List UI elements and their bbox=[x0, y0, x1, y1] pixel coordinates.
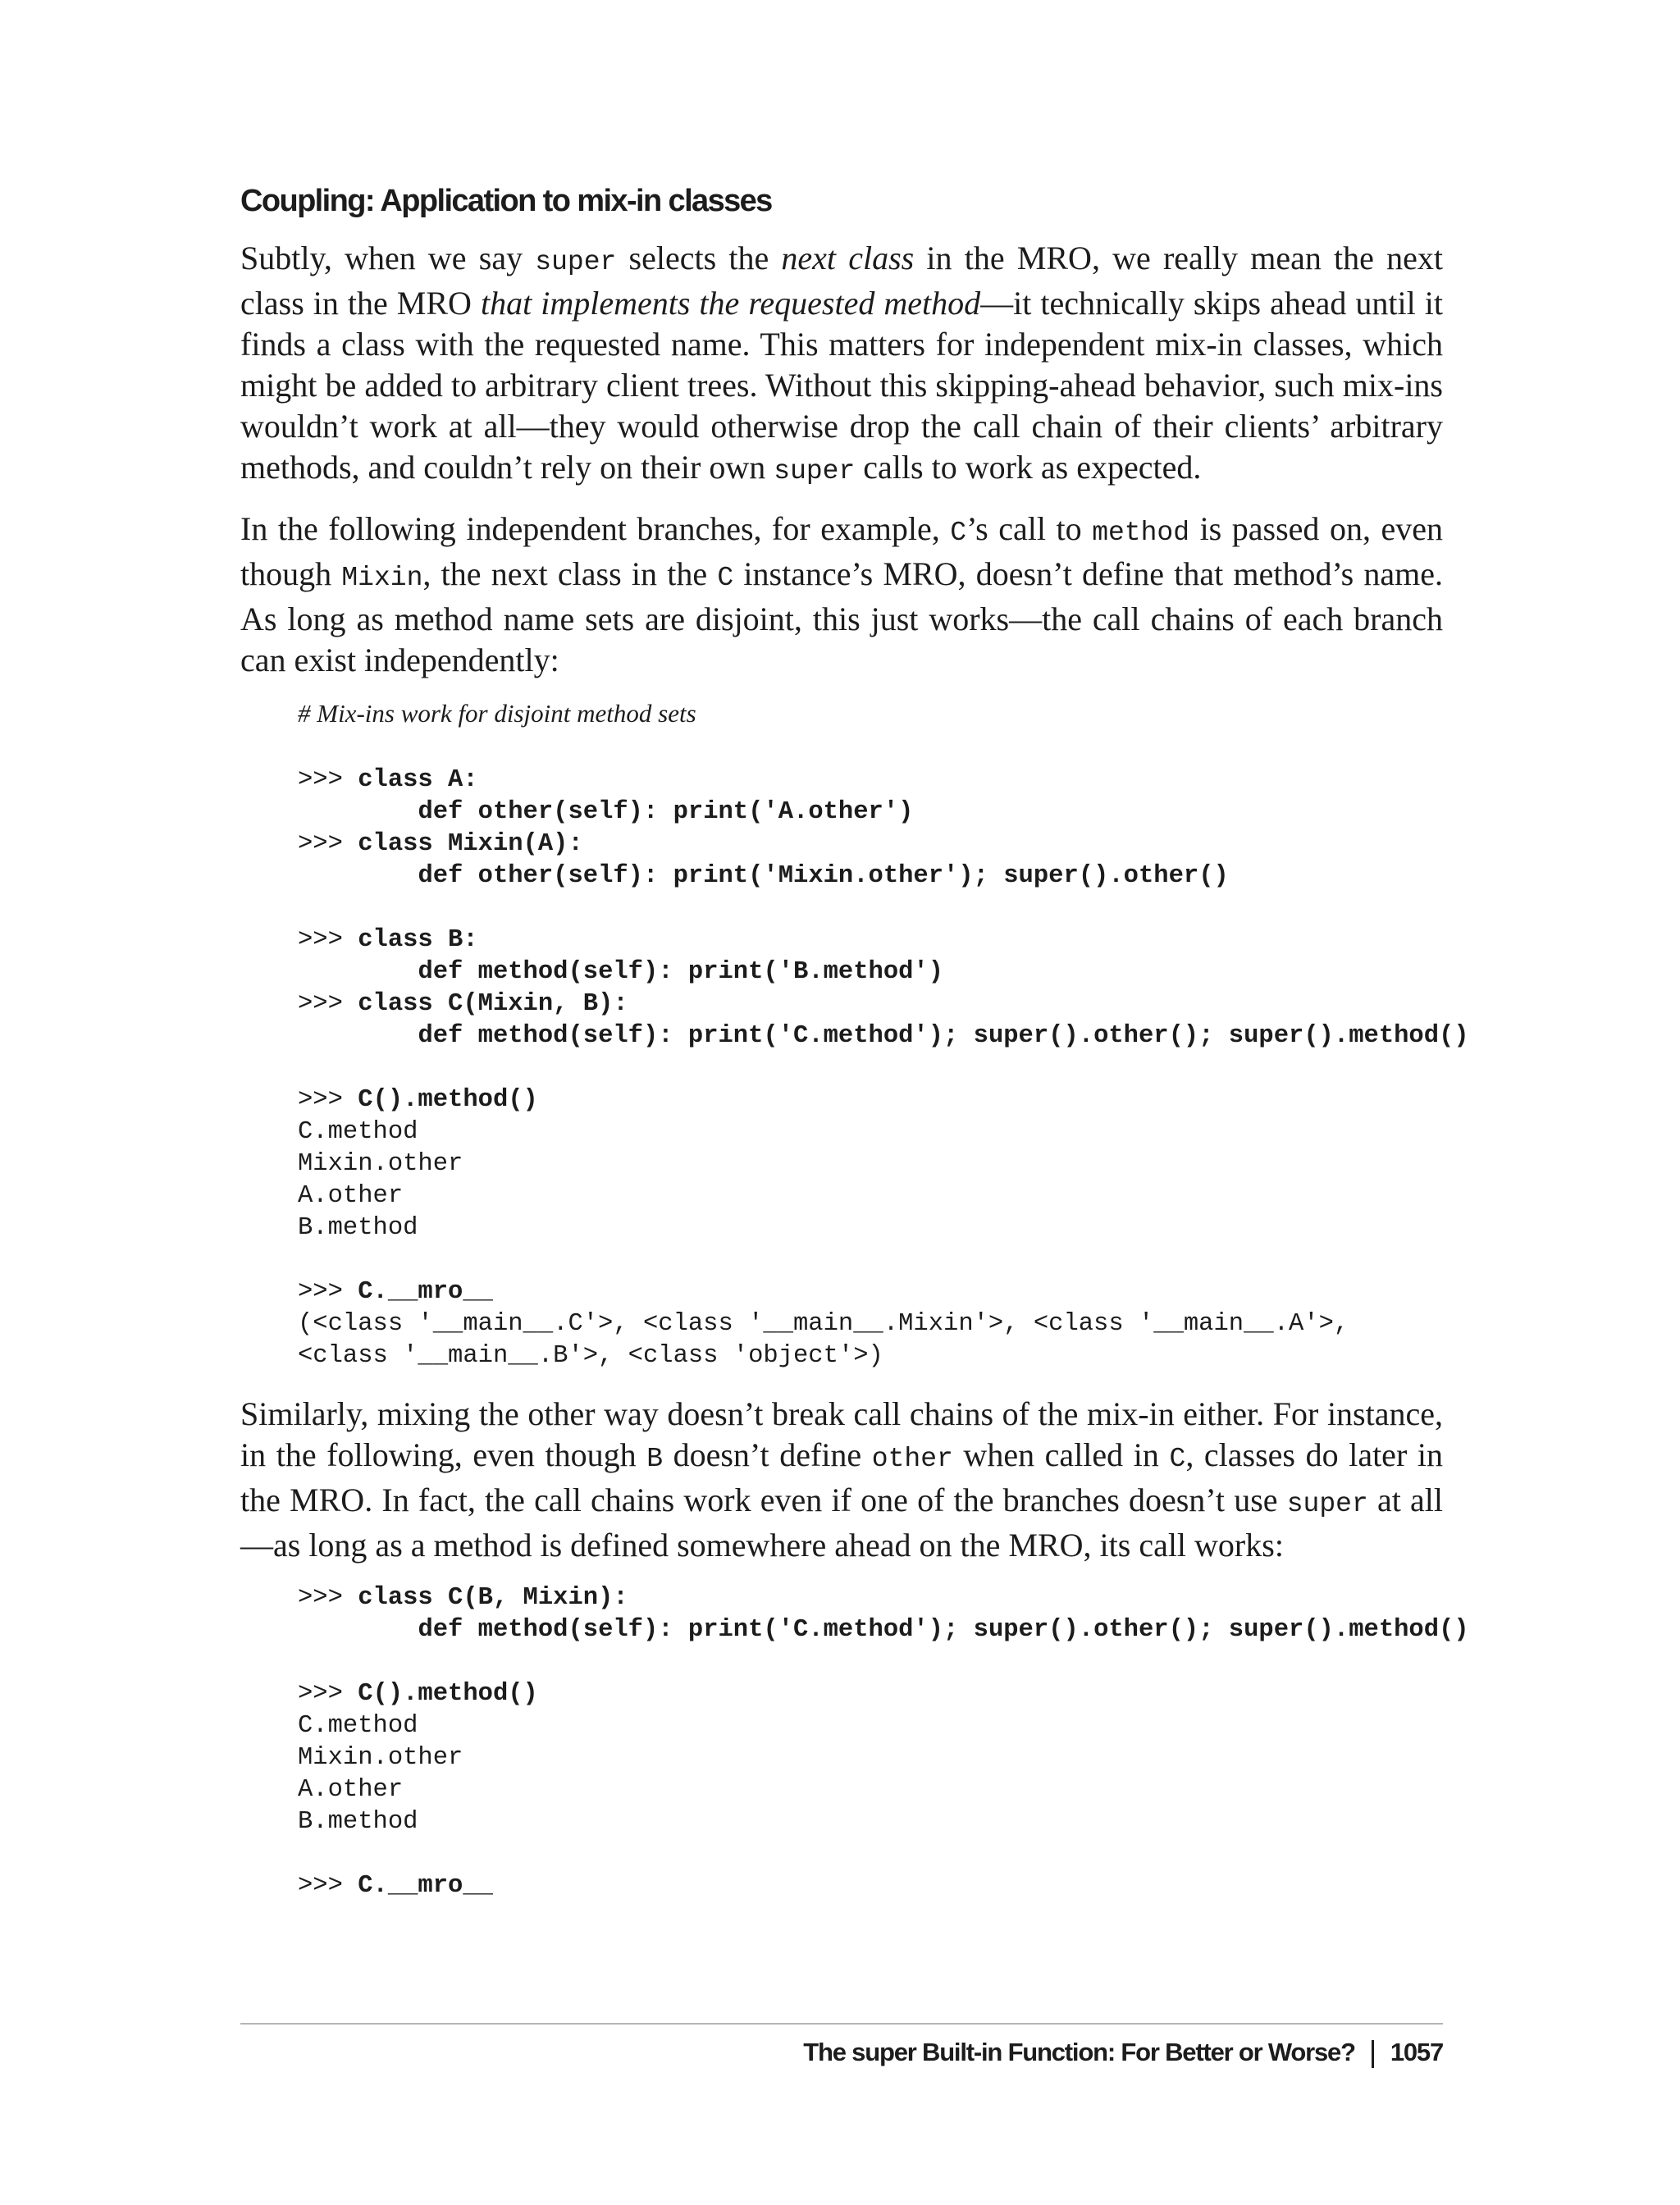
code-line: C.method bbox=[298, 1118, 418, 1146]
code-input: def other(self): print('A.other') bbox=[418, 798, 914, 826]
code-line bbox=[298, 1278, 493, 1306]
code-line: A.other bbox=[298, 1776, 404, 1804]
code-input: def other(self): print('Mixin.other'); super().other() bbox=[418, 862, 1229, 890]
text-run: calls to work as expected. bbox=[855, 449, 1202, 486]
text-run: selects the bbox=[616, 240, 782, 276]
code-line: A.other bbox=[298, 1182, 404, 1210]
code-prompt bbox=[298, 958, 418, 986]
code-line bbox=[298, 1616, 1469, 1644]
code-input: C().method() bbox=[358, 1086, 538, 1114]
code-line: (<class '__main__.C'>, <class '__main__.Mixin'>, <class '__main__.A'>, bbox=[298, 1310, 1349, 1338]
code-line bbox=[298, 926, 478, 954]
code-input: def method(self): print('B.method') bbox=[418, 958, 944, 986]
code-line bbox=[298, 1872, 493, 1900]
running-title: The super Built-in Function: For Better or Worse? bbox=[803, 2038, 1355, 2066]
text-run: at all—as long as a method is defined somewhere ahead on the MRO, its call works: bbox=[240, 1481, 1443, 1564]
code-prompt bbox=[298, 862, 418, 890]
code-input: def method(self): print('C.method'); super().other(); super().method() bbox=[418, 1616, 1469, 1644]
page-footer bbox=[803, 2034, 1443, 2070]
footer-separator bbox=[1372, 2040, 1374, 2068]
code-line bbox=[298, 1584, 628, 1612]
code-prompt: >>> bbox=[298, 1086, 358, 1114]
code-block-reversed-mixin bbox=[298, 1582, 1469, 1902]
code-prompt bbox=[298, 1022, 418, 1050]
page-content bbox=[240, 179, 1469, 1924]
text-run: in the MRO, we really mean the next class in the MRO bbox=[240, 240, 1443, 322]
text-run: , classes do later in the MRO. In fact, the call chains work even if one of the branches doesn’t use bbox=[240, 1436, 1443, 1518]
code-prompt: >>> bbox=[298, 926, 358, 954]
inline-code: super bbox=[535, 247, 617, 277]
emphasis: that implements the requested method bbox=[480, 285, 981, 322]
text-run: when called in bbox=[952, 1436, 1170, 1473]
code-line bbox=[298, 958, 943, 986]
code-line: Mixin.other bbox=[298, 1150, 463, 1178]
code-line bbox=[298, 830, 583, 858]
text-run: instance’s MRO, doesn’t define that method’s name. As long as method name sets are disjoint, this just works—the call chains of each branch can exist independently: bbox=[240, 555, 1444, 678]
code-input: def method(self): print('C.method'); super().other(); super().method() bbox=[418, 1022, 1469, 1050]
code-prompt: >>> bbox=[298, 990, 358, 1018]
inline-code: C bbox=[717, 563, 734, 593]
paragraph-independent-branches bbox=[240, 509, 1443, 681]
code-input: C.__mro__ bbox=[358, 1278, 493, 1306]
inline-code: C bbox=[950, 518, 967, 548]
inline-code: C bbox=[1169, 1444, 1186, 1474]
code-prompt: >>> bbox=[298, 1584, 358, 1612]
code-comment: # Mix-ins work for disjoint method sets bbox=[298, 699, 696, 728]
code-line bbox=[298, 1086, 538, 1114]
code-prompt bbox=[298, 798, 418, 826]
code-line bbox=[298, 862, 1229, 890]
code-line: Mixin.other bbox=[298, 1744, 463, 1772]
code-input: class B: bbox=[358, 926, 478, 954]
code-input: C.__mro__ bbox=[358, 1872, 493, 1900]
emphasis: next class bbox=[781, 240, 915, 276]
code-input: class C(B, Mixin): bbox=[358, 1584, 628, 1612]
code-prompt: >>> bbox=[298, 1278, 358, 1306]
text-run: doesn’t define bbox=[663, 1436, 872, 1473]
text-run: Subtly, when we say bbox=[240, 240, 536, 276]
code-line bbox=[298, 766, 478, 794]
code-line bbox=[298, 1680, 538, 1708]
page-number: 1057 bbox=[1390, 2038, 1443, 2066]
inline-code: super bbox=[1286, 1489, 1368, 1519]
code-block-disjoint-mixins bbox=[298, 697, 1469, 1372]
code-line: B.method bbox=[298, 1214, 418, 1242]
code-line: <class '__main__.B'>, <class 'object'>) bbox=[298, 1342, 883, 1370]
inline-code: B bbox=[646, 1444, 663, 1474]
code-line: C.method bbox=[298, 1712, 418, 1740]
code-line bbox=[298, 1022, 1469, 1050]
code-prompt: >>> bbox=[298, 830, 358, 858]
code-line bbox=[298, 798, 913, 826]
text-run: is passed on, even though bbox=[240, 510, 1444, 592]
code-input: C().method() bbox=[358, 1680, 538, 1708]
inline-code: other bbox=[871, 1444, 953, 1474]
code-input: class A: bbox=[358, 766, 478, 794]
paragraph-mixing-other-way bbox=[240, 1394, 1443, 1566]
code-input: class C(Mixin, B): bbox=[358, 990, 628, 1018]
section-heading: Coupling: Application to mix-in classes bbox=[240, 184, 772, 218]
text-run: Similarly, mixing the other way doesn’t break call chains of the mix-in either. For instance, in the following, even though bbox=[240, 1395, 1443, 1473]
code-prompt: >>> bbox=[298, 766, 358, 794]
code-line: B.method bbox=[298, 1808, 418, 1836]
text-run: —it technically skips ahead until it finds a class with the requested name. This matters for independent mix-in classes, which might be added to arbitrary client trees. Without this skipping-ahead behavior, such mix-ins wouldn’t work at all—they would otherwise drop the call chain of their clients’ arbitrary methods, and couldn’t rely on their own bbox=[240, 285, 1444, 486]
paragraph-skipping-ahead bbox=[240, 238, 1443, 492]
text-run: In the following independent branches, for example, bbox=[240, 510, 951, 547]
inline-code: method bbox=[1092, 518, 1190, 548]
text-run: ’s call to bbox=[966, 510, 1093, 547]
code-input: class Mixin(A): bbox=[358, 830, 583, 858]
inline-code: super bbox=[774, 456, 856, 486]
inline-code: Mixin bbox=[341, 563, 423, 593]
code-prompt: >>> bbox=[298, 1872, 358, 1900]
code-prompt: >>> bbox=[298, 1680, 358, 1708]
code-prompt bbox=[298, 1616, 418, 1644]
code-line bbox=[298, 990, 628, 1018]
footer-rule bbox=[240, 2023, 1443, 2025]
text-run: , the next class in the bbox=[422, 555, 718, 592]
